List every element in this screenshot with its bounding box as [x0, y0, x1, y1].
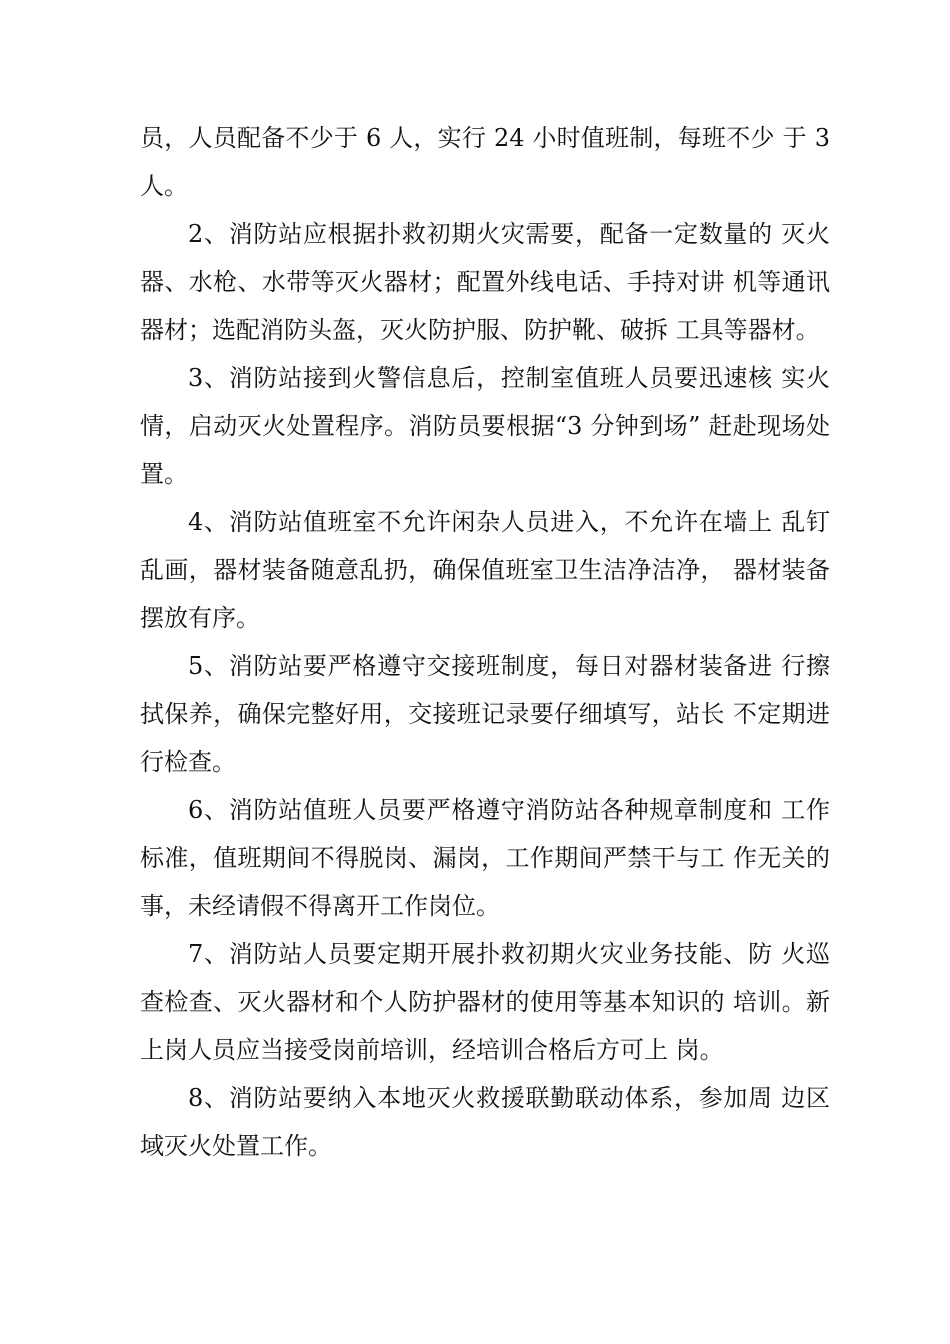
paragraph-item-5: 5、消防站要严格遵守交接班制度，每日对器材装备进 行擦拭保养，确保完整好用，交接班记录要仔细填写，站长 不定期进行检查。 — [140, 652, 830, 776]
paragraph-item-6: 6、消防站值班人员要严格遵守消防站各种规章制度和 工作标准，值班期间不得脱岗、漏岗，工作期间严禁干与工 作无关的事，未经请假不得离开工作岗位。 — [140, 796, 830, 920]
paragraph-continuation: 员，人员配备不少于 6 人，实行 24 小时值班制，每班不少 于 3 人。 — [140, 124, 830, 200]
document-body — [140, 114, 830, 1170]
paragraph-item-3: 3、消防站接到火警信息后，控制室值班人员要迅速核 实火情，启动灭火处置程序。消防员要根据“3 分钟到场” 赶赴现场处置。 — [140, 364, 830, 488]
paragraph-item-4: 4、消防站值班室不允许闲杂人员进入，不允许在墙上 乱钉乱画，器材装备随意乱扔，确保值班室卫生洁净洁净， 器材装备摆放有序。 — [140, 508, 830, 632]
paragraph-item-7: 7、消防站人员要定期开展扑救初期火灾业务技能、防 火巡查检查、灭火器材和个人防护器材的使用等基本知识的 培训。新上岗人员应当接受岗前培训，经培训合格后方可上 岗。 — [140, 940, 830, 1064]
paragraph-item-2: 2、消防站应根据扑救初期火灾需要，配备一定数量的 灭火器、水枪、水带等灭火器材；配置外线电话、手持对讲 机等通讯器材；选配消防头盔，灭火防护服、防护靴、破拆 工具等器材。 — [140, 220, 830, 344]
paragraph-item-8: 8、消防站要纳入本地灭火救援联勤联动体系，参加周 边区域灭火处置工作。 — [140, 1084, 830, 1160]
